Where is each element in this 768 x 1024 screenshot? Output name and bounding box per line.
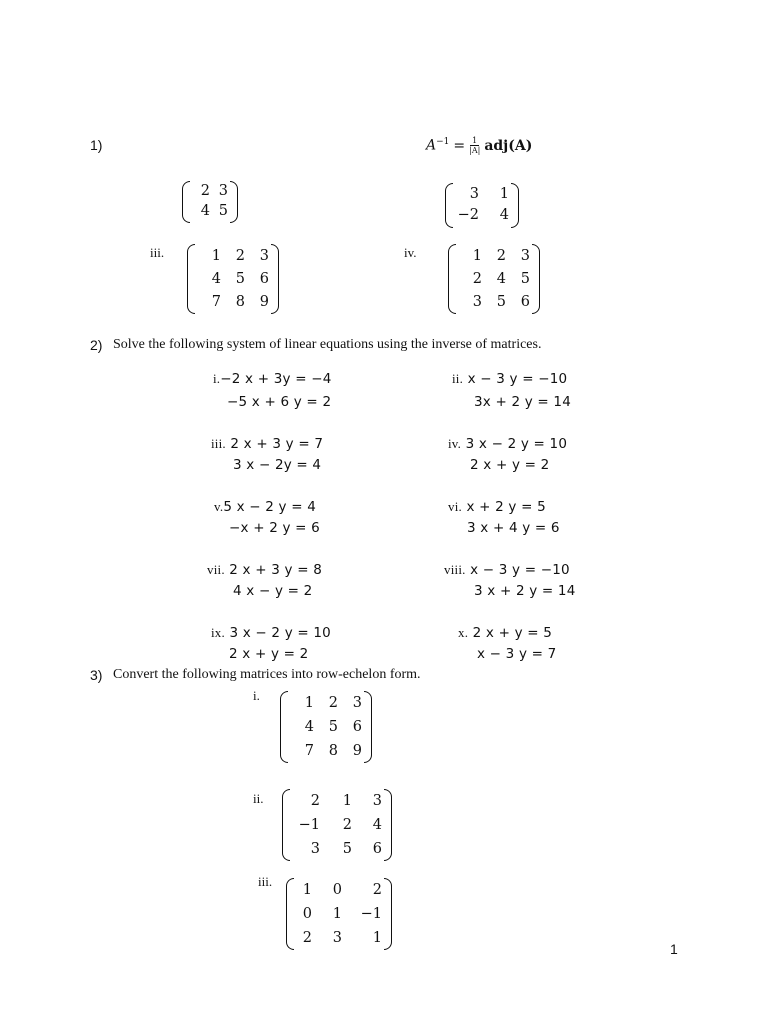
system-i: i.−2 x + 3y = −4	[213, 371, 332, 387]
matrix-cell: 2	[328, 695, 338, 711]
matrix-cell: 5	[218, 203, 228, 219]
question-2-number: 2)	[90, 337, 103, 353]
matrix-cell: 5	[520, 270, 530, 287]
matrix-cell: 6	[520, 293, 530, 310]
page-number: 1	[670, 941, 678, 957]
matrix-cell: 5	[342, 841, 352, 857]
system-v: v.5 x − 2 y = 4	[214, 499, 317, 515]
matrix-cell: 2	[310, 793, 320, 809]
system-ix-eq2: 2 x + y = 2	[229, 646, 309, 662]
formula-equals: =	[453, 137, 466, 154]
matrix-cell: 1	[302, 882, 312, 898]
matrix-cell: 9	[352, 743, 362, 759]
q1-matrix-iii	[187, 244, 279, 314]
matrix-cell: 4	[200, 203, 210, 219]
system-vi: vi. x + 2 y = 5	[448, 499, 546, 515]
matrix-cell: 3	[259, 247, 269, 264]
q3-matrix-iii	[286, 878, 392, 950]
matrix-cell: 3	[520, 247, 530, 264]
matrix-cell: 0	[302, 906, 312, 922]
question-1-number: 1)	[90, 137, 103, 153]
matrix-cell: 4	[372, 817, 382, 833]
question-2-instruction: Solve the following system of linear equations using the inverse of matrices.	[113, 337, 542, 352]
system-vii-eq2: 4 x − y = 2	[233, 583, 313, 599]
formula-lhs: $A^{-1}$	[426, 137, 450, 154]
matrix-cell: 2	[235, 247, 245, 264]
q1-matrix-ii	[445, 183, 519, 228]
q1-label-iv: iv.	[404, 245, 417, 260]
system-vi-eq2: 3 x + 4 y = 6	[467, 520, 560, 536]
matrix-cell: 8	[328, 743, 338, 759]
matrix-cell: 6	[372, 841, 382, 857]
matrix-cell: 7	[211, 293, 221, 310]
q3-label-i: i.	[253, 688, 260, 703]
matrix-cell: 3	[310, 841, 320, 857]
q1-label-iii: iii.	[150, 245, 165, 260]
matrix-cell: 1	[342, 793, 352, 809]
system-iii: iii. 2 x + 3 y = 7	[211, 436, 324, 452]
matrix-cell: 4	[499, 206, 509, 223]
matrix-cell: 3	[469, 185, 479, 202]
system-iii-eq2: 3 x − 2y = 4	[233, 457, 322, 473]
system-v-eq2: −x + 2 y = 6	[229, 520, 320, 536]
matrix-cell: 0	[332, 882, 342, 898]
system-ii: ii. x − 3 y = −10	[452, 371, 568, 387]
matrix-cell: 2	[302, 930, 312, 946]
q3-matrix-i	[280, 691, 372, 763]
matrix-cell: 2	[472, 270, 482, 287]
question-3-number: 3)	[90, 667, 103, 683]
system-x-eq2: x − 3 y = 7	[477, 646, 557, 662]
matrix-cell: 1	[332, 906, 342, 922]
q3-label-ii: ii.	[253, 791, 264, 806]
matrix-cell: 6	[352, 719, 362, 735]
matrix-cell: −1	[360, 906, 382, 922]
matrix-cell: −2	[457, 206, 479, 223]
system-ii-eq2: 3x + 2 y = 14	[474, 394, 572, 410]
matrix-cell: 1	[499, 185, 509, 202]
matrix-cell: 5	[235, 270, 245, 287]
matrix-cell: 8	[235, 293, 245, 310]
matrix-cell: −1	[298, 817, 320, 833]
matrix-cell: 4	[211, 270, 221, 287]
system-viii: viii. x − 3 y = −10	[444, 562, 570, 578]
matrix-cell: 5	[496, 293, 506, 310]
matrix-cell: 2	[496, 247, 506, 264]
question-3-instruction: Convert the following matrices into row-echelon form.	[113, 667, 421, 682]
matrix-cell: 4	[496, 270, 506, 287]
system-iv: iv. 3 x − 2 y = 10	[448, 436, 568, 452]
system-x: x. 2 x + y = 5	[458, 625, 553, 641]
system-iv-eq2: 2 x + y = 2	[470, 457, 550, 473]
matrix-cell: 3	[352, 695, 362, 711]
matrix-cell: 3	[372, 793, 382, 809]
system-viii-eq2: 3 x + 2 y = 14	[474, 583, 576, 599]
inverse-formula	[426, 136, 532, 155]
matrix-cell: 1	[372, 930, 382, 946]
matrix-cell: 1	[211, 247, 221, 264]
matrix-cell: 2	[372, 882, 382, 898]
system-ix: ix. 3 x − 2 y = 10	[211, 625, 331, 641]
system-i-eq2: −5 x + 6 y = 2	[227, 394, 332, 410]
matrix-cell: 5	[328, 719, 338, 735]
q3-label-iii: iii.	[258, 874, 273, 889]
q1-matrix-i	[182, 181, 238, 223]
formula-fraction: $\frac{1}{|A|}$	[469, 136, 481, 155]
matrix-cell: 2	[342, 817, 352, 833]
matrix-cell: 7	[304, 743, 314, 759]
q1-matrix-iv	[448, 244, 540, 314]
matrix-cell: 9	[259, 293, 269, 310]
matrix-cell: 3	[218, 183, 228, 199]
formula-rhs: adj(A)	[484, 137, 533, 154]
matrix-cell: 3	[332, 930, 342, 946]
matrix-cell: 3	[472, 293, 482, 310]
matrix-cell: 1	[304, 695, 314, 711]
matrix-cell: 1	[472, 247, 482, 264]
q3-matrix-ii	[282, 789, 392, 861]
matrix-cell: 6	[259, 270, 269, 287]
system-vii: vii. 2 x + 3 y = 8	[207, 562, 322, 578]
matrix-cell: 2	[200, 183, 210, 199]
matrix-cell: 4	[304, 719, 314, 735]
